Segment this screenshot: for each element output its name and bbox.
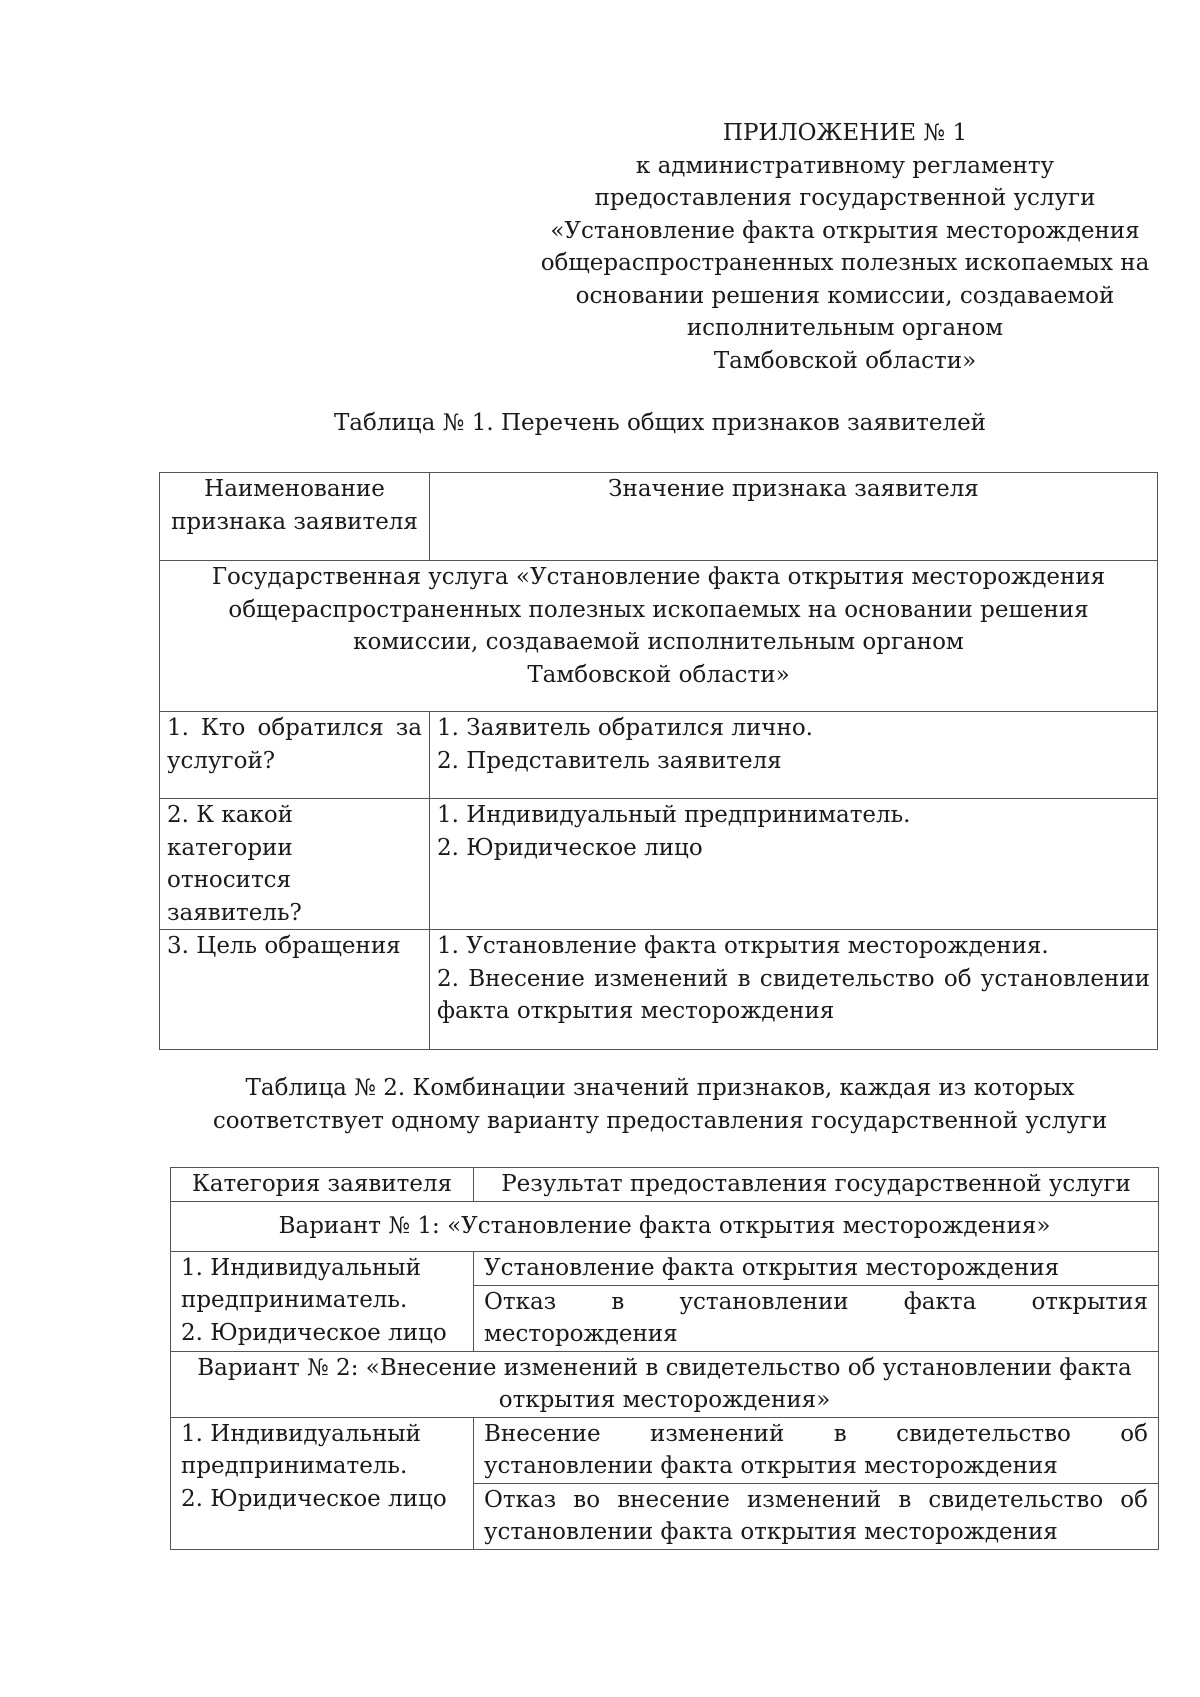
feature-value: 1. Установление факта открытия месторождения.: [437, 933, 1049, 959]
feature-value: 1. Заявитель обратился лично.: [437, 715, 813, 741]
variant-category: [171, 1417, 474, 1549]
variant-category: [171, 1251, 474, 1351]
category-item: 2. Юридическое лицо: [181, 1319, 447, 1346]
service-title-row: [160, 561, 1158, 712]
variant-title-row: [171, 1351, 1159, 1417]
service-title: Государственная услуга «Установление факта открытия месторождения общераспространенных полезных ископаемых на основании решения комиссии, создаваемой исполнительным органом: [211, 564, 1106, 655]
appendix-line: ПРИЛОЖЕНИЕ № 1: [722, 120, 968, 146]
table1-caption: Таблица № 1. Перечень общих признаков заявителей: [333, 410, 987, 436]
category-item: 1. Индивидуальный предприниматель.: [181, 1420, 421, 1479]
header-cell-name: Наименование признака заявителя: [160, 473, 430, 561]
applicant-features-table: [159, 472, 1158, 1050]
feature-name: 2. К какой категории относится заявитель?: [160, 799, 430, 930]
variant-title: Вариант № 2: «Внесение изменений в свидетельство об установлении факта открытия месторождения»: [171, 1351, 1159, 1417]
category-item: 2. Юридическое лицо: [181, 1485, 447, 1512]
feature-value: 2. Внесение изменений в свидетельство об установлении факта открытия месторождения: [437, 965, 1150, 1024]
appendix-header: [530, 117, 1160, 377]
table-header-row: [160, 473, 1158, 561]
variant-title: Вариант № 1: «Установление факта открытия месторождения»: [171, 1201, 1159, 1251]
appendix-line: основании решения комиссии, создаваемой: [575, 282, 1115, 309]
appendix-line: к административному регламенту: [635, 152, 1055, 179]
appendix-line: «Установление факта открытия месторождения: [550, 217, 1140, 244]
feature-value: 1. Индивидуальный предприниматель.: [437, 802, 911, 828]
appendix-line: исполнительным органом: [686, 315, 1004, 341]
appendix-line: общераспространенных полезных ископаемых на: [540, 250, 1150, 276]
table-header-row: [171, 1168, 1159, 1202]
category-item: 1. Индивидуальный предприниматель.: [181, 1254, 421, 1313]
service-title-end: Тамбовской области»: [527, 661, 790, 688]
feature-value: 2. Юридическое лицо: [437, 834, 703, 861]
appendix-line: Тамбовской области»: [713, 347, 977, 374]
service-title-cell: [160, 561, 1158, 712]
feature-values: [430, 799, 1158, 930]
variant-result: Отказ во внесение изменений в свидетельство об установлении факта открытия месторождения: [474, 1483, 1159, 1549]
variant-result: Отказ в установлении факта открытия месторождения: [474, 1285, 1159, 1351]
table2-caption: Таблица № 2. Комбинации значений признаков, каждая из которых соответствует одному варианту предоставления государственной услуги: [212, 1075, 1108, 1134]
variants-table: [170, 1167, 1159, 1550]
feature-name: 3. Цель обращения: [160, 930, 430, 1050]
feature-values: [430, 930, 1158, 1050]
table-row: [171, 1251, 1159, 1285]
header-cell-value: Значение признака заявителя: [430, 473, 1158, 561]
feature-value: 2. Представитель заявителя: [437, 747, 782, 774]
header-cell-category: Категория заявителя: [171, 1168, 474, 1202]
table-row: [171, 1417, 1159, 1483]
appendix-line: предоставления государственной услуги: [594, 185, 1096, 211]
variant-result: Установление факта открытия месторождения: [474, 1251, 1159, 1285]
table-row: [160, 712, 1158, 799]
feature-name: 1. Кто обратился за услугой?: [160, 712, 430, 799]
table-row: [160, 799, 1158, 930]
variant-result: Внесение изменений в свидетельство об установлении факта открытия месторождения: [474, 1417, 1159, 1483]
variant-title-row: [171, 1201, 1159, 1251]
feature-values: [430, 712, 1158, 799]
header-cell-result: Результат предоставления государственной услуги: [474, 1168, 1159, 1202]
table-row: [160, 930, 1158, 1050]
